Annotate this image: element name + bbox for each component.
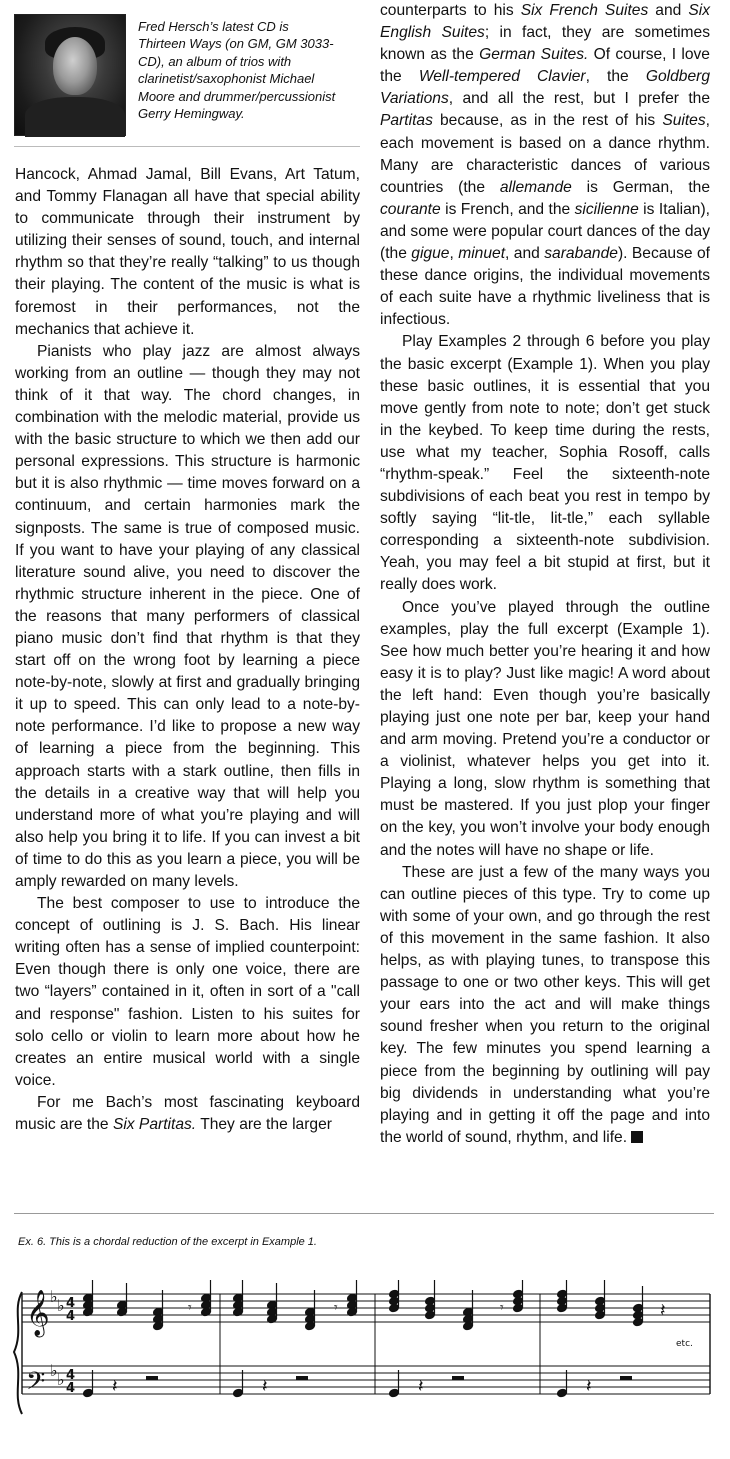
example-caption: Ex. 6. This is a chordal reduction of the excerpt in Example 1. [18,1236,317,1248]
photo-caption: Fred Hersch’s latest CD is Thirteen Ways (on GM, GM 3033-CD), an album of trios with clarinetist/saxophonist Michael Moore and drummer/percussionist Gerry Hemingway. [138,19,336,122]
score-brace [14,1292,22,1414]
right-paragraph-3: Once you’ve played through the outline examples, play the full excerpt (Example 1). See how much better you’re hearing it and how easy it is to play? Just like magic! A word about the left hand: Even though you’re basically playing just one note per bar, keep your hand and arm moving. Pretend you’re a conductor or a violinist, whatever helps you get into it. Playing a long, slow rhythm is something that must be mastered. If you just plop your finger on the key, you won’t involve your body enough and the notes will have no shape or life. [380,598,710,859]
right-paragraph-1: counterparts to his Six French Suites and Six English Suites; in fact, they are sometimes known as the German Suites. Of course, I love the Well-tempered Clavier, the Goldberg Variations, and all the rest, but I prefer the Partitas because, as in the rest of his Suites, each movement is based on a dance rhythm. Many are characteristic dances of various countries (the allemande is German, the courante is French, and the sicilienne is Italian), and some were popular court dances of the day (the gigue, minuet, and sarabande). Because of these dance origins, the individual movements of each suite have a rhythmic liveliness that is infectious. [380,2,711,329]
caption-divider [14,146,360,147]
svg-text:4: 4 [66,1309,76,1324]
svg-text:𝄢: 𝄢 [26,1367,46,1402]
author-photo [14,14,126,136]
time-signature [66,1296,75,1396]
key-signature [50,1287,65,1389]
svg-text:4: 4 [66,1381,76,1396]
left-paragraph-1: Hancock, Ahmad Jamal, Bill Evans, Art Tatum, and Tommy Flanagan all have that special ability to communicate through their instrument by utilizing their senses of sound, touch, and internal rhythm so that they’re really “talking” to us though their playing. The content of the music is what is foremost in their performances, not the mechanics that achieve it. [15,166,360,338]
svg-text:𝄽: 𝄽 [112,1376,118,1397]
svg-text:𝄽: 𝄽 [262,1376,268,1397]
left-paragraph-3: The best composer to use to introduce the concept of outlining is J. S. Bach. His linear writing often has a sense of implied counterpoint: Even though there is only one voice, there are two “layers” contained in it, often in sort of a "call and response" fashion. Listen to his suites for solo cello or violin to learn more about how he creates an entire musical world with a single voice. [15,895,360,1089]
right-paragraph-4: These are just a few of the many ways you can outline pieces of this type. Try to come up with some of your own, and go through the rest of this movement in the same fashion. It also helps, as with playing tunes, to transpose this passage to one or two other keys. This will get your ears into the act and will make things sound fresher when you return to the original key. The few minutes you spend learning a piece from the beginning by outlining will pay big dividends in understanding what you’re playing and in getting it off the page and into the world of sound, rhythm, and life. [380,863,710,1146]
treble-clef [26,1290,50,1338]
svg-text:4: 4 [66,1368,76,1383]
photo-caption-box [130,14,360,142]
svg-text:𝄽: 𝄽 [586,1376,592,1397]
right-column [380,0,710,1149]
right-paragraph-2: Play Examples 2 through 6 before you play the basic excerpt (Example 1). When you play these basic outlines, it is essential that you move gently from note to note; don’t get stuck in the keybed. To keep time during the rests, use what my teacher, Sophia Rosoff, calls “rhythm-speak.” Feel the sixteenth-note subdivisions of each beat you rest in tempo by softly saying “lit-tle, lit-tle,” each syllable corresponding a sixteenth-note subdivision. Yeah, you may feel a bit stupid at first, but it really does work. [380,333,710,594]
svg-text:♭: ♭ [57,1296,65,1315]
left-paragraph-2: Pianists who play jazz are almost always working from an outline — though they may not think of it that way. The chord changes, in combination with the melodic material, provide us with the basic structure to which we then add our personal expressions. This structure is harmonic but it is also rhythmic — time moves forward on a continuum, and certain harmonies mark the signposts. The same is true of composed music. If you want to have your playing of any classical literature sound alive, you need to discover the rhythmic structure inherent in the piece. One of the reasons that many performers of classical piano music don’t find that rhythm is that they start off on the wrong foot by learning a piece note-by-note, slowly at first and gradually bringing it up to speed. This can only lead to a note-by-note performance. I’d like to propose a new way of learning a piece from the beginning. This approach starts with a stark outline, then fills in the details in a creative way that will help you understand more of what you’re playing and will also help you bring it to life. If you can invest a bit of time to do this as you learn a piece, you will be amply rewarded on many levels. [15,342,360,890]
example-divider [14,1213,714,1214]
svg-text:𝄾: 𝄾 [188,1300,192,1316]
left-column [15,164,360,1136]
music-score [10,1280,720,1430]
svg-text:𝄞: 𝄞 [26,1290,50,1336]
svg-text:♭: ♭ [50,1361,58,1380]
svg-text:𝄽: 𝄽 [418,1376,424,1397]
end-of-article-mark [631,1131,643,1143]
photo-shoulders [25,97,125,137]
svg-text:𝄾: 𝄾 [334,1300,338,1316]
left-paragraph-4: For me Bach’s most fascinating keyboard music are the Six Partitas. They are the larger [15,1093,360,1134]
bass-clef [26,1367,45,1402]
svg-text:𝄽: 𝄽 [660,1300,666,1321]
photo-face [53,37,97,95]
svg-text:4: 4 [66,1296,76,1311]
svg-text:♭: ♭ [50,1287,58,1306]
etc-label: etc. [676,1339,693,1349]
svg-text:𝄾: 𝄾 [500,1300,504,1316]
svg-text:♭: ♭ [57,1370,65,1389]
